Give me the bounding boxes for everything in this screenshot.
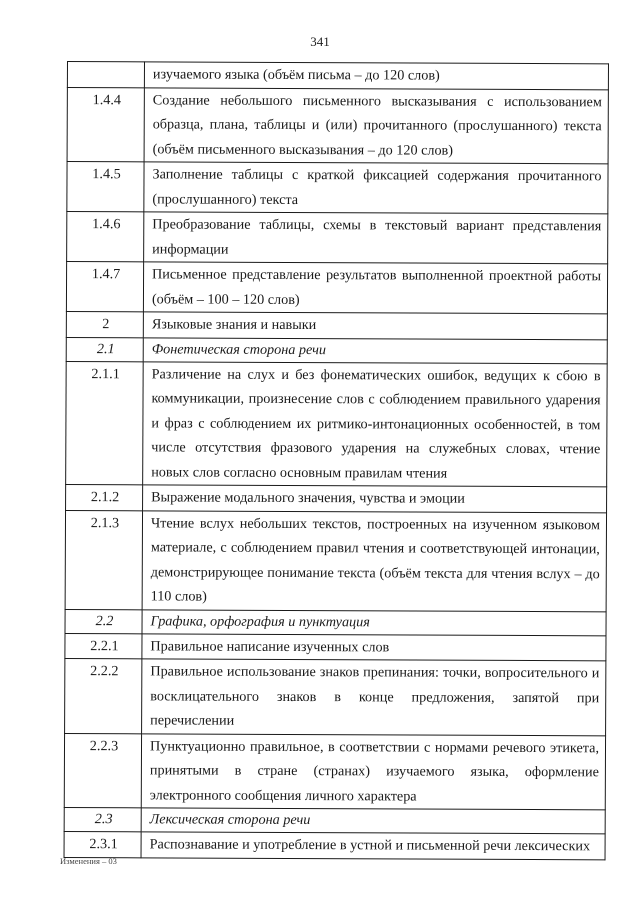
row-number: 2.1.2: [66, 484, 143, 510]
row-text: Заполнение таблицы с краткой фиксацией содержания прочитанного (прослушанного) текста: [144, 162, 608, 214]
table-row: [66, 361, 608, 487]
section-number: 2.2: [65, 609, 142, 633]
section-row: [65, 609, 606, 635]
section-title: Графика, орфография и пунктуация: [142, 609, 606, 635]
row-number: 1.4.7: [66, 262, 143, 312]
row-number: 2.1.3: [65, 510, 142, 609]
row-text: изучаемого языка (объём письма – до 120 слов): [144, 62, 608, 90]
section-row: [66, 337, 607, 363]
row-text: Создание небольшого письменного высказывания с использованием образца, плана, таблицы и (или) прочитанного (прослушанного) текста (объём письменного высказывания – до 120 слов): [144, 87, 608, 164]
row-number: 2.3.1: [64, 831, 141, 857]
table-row: [64, 733, 605, 810]
row-text: Распознавание и употребление в устной и письменной речи лексических: [141, 832, 605, 860]
table-row: [65, 510, 606, 611]
row-number: [67, 62, 144, 88]
row-text: Правильное написание изученных слов: [142, 633, 606, 661]
section-title: Лексическая сторона речи: [141, 808, 605, 834]
row-number: 2: [66, 311, 143, 337]
row-text: Различение на слух и без фонематических ошибок, ведущих к сбою в коммуникации, произнесение слов с соблюдением правильного ударения и фраз с соблюдением их ритмико-интонационных особенностей, в том числе отсутствия фразового ударения на служебных словах, чтение новых слов согласно основным правилам чтения: [143, 361, 608, 487]
section-row: [64, 807, 605, 833]
row-number: 1.4.6: [67, 212, 144, 262]
table-row: [67, 212, 608, 264]
row-number: 2.2.3: [64, 733, 141, 808]
row-number: 2.2.1: [65, 633, 142, 659]
row-text: Выражение модального значения, чувства и эмоции: [143, 485, 607, 513]
row-text: Преобразование таблицы, схемы в текстовый вариант представления информации: [144, 212, 608, 264]
table-row: [66, 262, 607, 314]
table-row: [65, 658, 606, 735]
table-row: [65, 633, 606, 661]
row-number: 1.4.4: [67, 87, 144, 162]
table-row: [67, 87, 608, 164]
row-number: 2.1.1: [66, 361, 144, 485]
row-text: Чтение вслух небольших текстов, построенных на изученном языковом материале, с соблюдением правил чтения и соответствующей интонации, демонстрирующее понимание текста (объём текста для чтения вслух – до 110 слов): [142, 510, 606, 611]
row-text: Пунктуационно правильное, в соответствии с нормами речевого этикета, принятыми в стране (странах) изучаемого языка, оформление электронного сообщения личного характера: [141, 733, 605, 810]
section-number: 2.1: [66, 337, 143, 361]
page-number: 341: [310, 34, 330, 49]
curriculum-table: [64, 61, 609, 860]
row-text: Языковые знания и навыки: [143, 312, 607, 340]
section-number: 2.3: [64, 807, 141, 831]
row-text: Письменное представление результатов выполненной проектной работы (объём – 100 – 120 слов): [143, 262, 607, 314]
page-footer: Изменения – 03: [60, 856, 117, 866]
table-row: [66, 484, 607, 512]
table-row: [67, 62, 608, 90]
row-number: 2.2.2: [65, 658, 142, 733]
row-text: Правильное использование знаков препинания: точки, вопросительного и восклицательного знаков в конце предложения, запятой при перечислении: [142, 659, 606, 736]
row-number: 1.4.5: [67, 162, 144, 212]
section-title: Фонетическая сторона речи: [143, 337, 607, 363]
table-row: [67, 162, 608, 214]
table-row: [66, 311, 607, 339]
table-row: [64, 831, 605, 859]
